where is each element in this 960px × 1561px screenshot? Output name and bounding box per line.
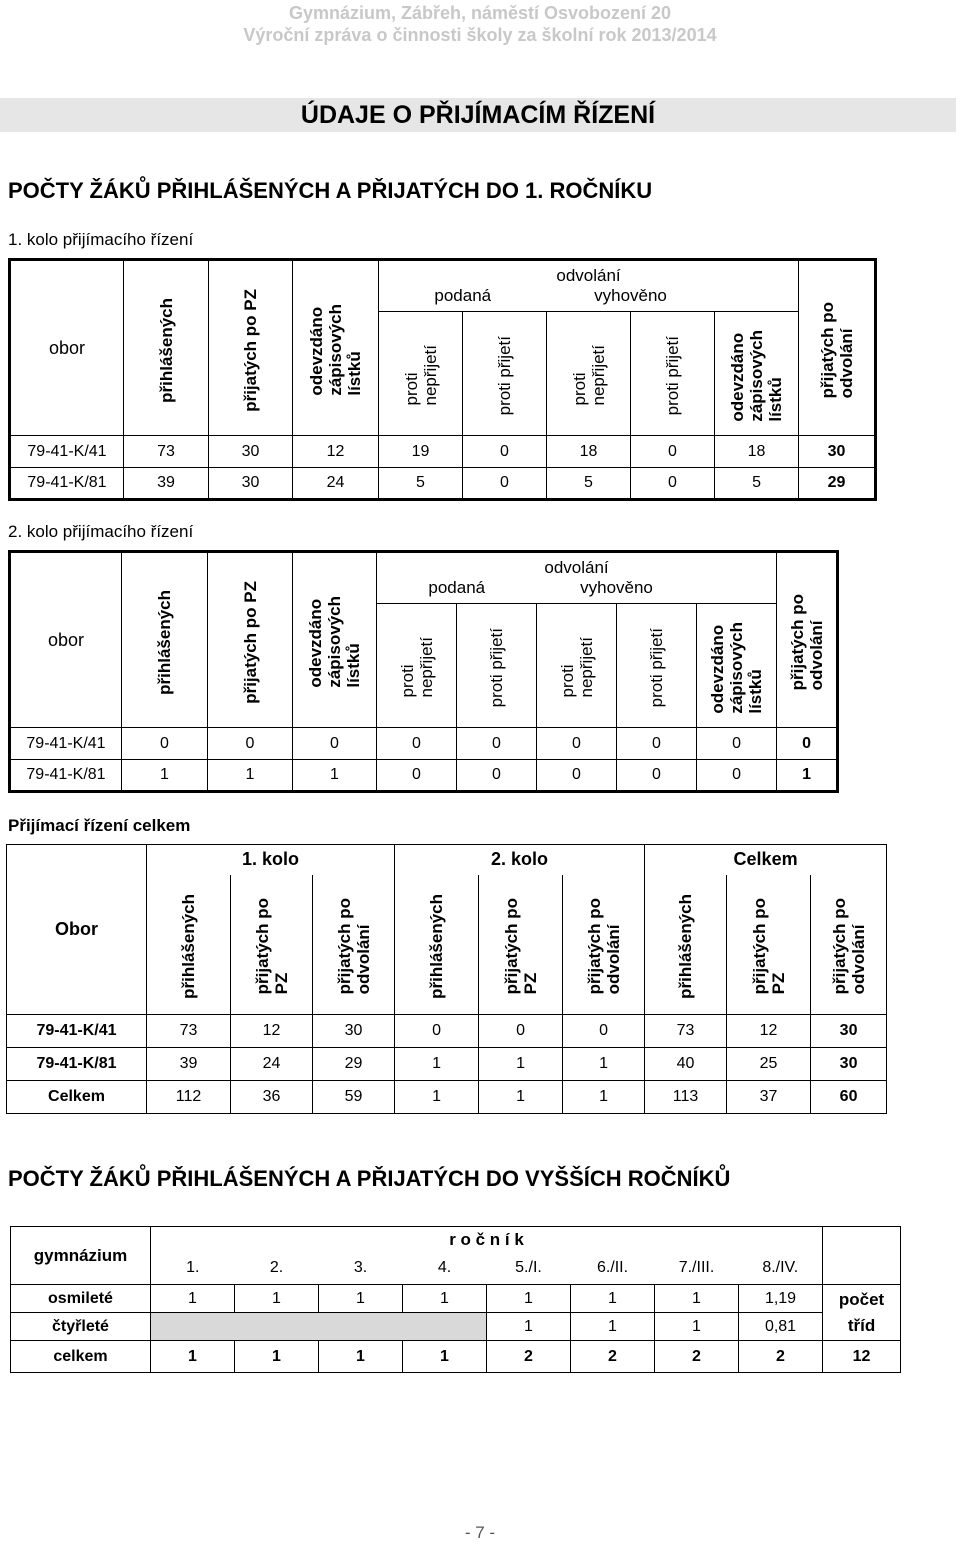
col-vyhoveno-proti-neprijeti: proti nepřijetí [537,604,617,728]
row-obor: 79-41-K/41 [10,728,122,760]
cell: 30 [209,436,293,468]
cell: 30 [811,1015,887,1048]
col-prijatych-pz: přijatých po PZ [231,875,313,1015]
cell: 1 [151,1285,235,1313]
cell: 0 [479,1015,563,1048]
table-row [11,1313,901,1341]
cell: 60 [811,1081,887,1114]
cell: 0 [463,436,547,468]
podana-header: podaná [428,577,486,597]
cell: 1,19 [739,1285,823,1313]
round2-title: 2. kolo přijímacího řízení [8,522,194,541]
row-obor: 79-41-K/81 [10,468,124,500]
cell: 1 [235,1341,319,1373]
odvolani-header: odvolání [379,260,799,286]
cell: 1 [487,1313,571,1341]
page-title: ÚDAJE O PŘIJÍMACÍM ŘÍZENÍ [0,98,956,132]
cell: 0 [208,728,293,760]
cell: 73 [124,436,209,468]
cell: 2 [655,1341,739,1373]
gymnazium-header: gymnázium [11,1227,151,1285]
year-header: 2. [235,1253,319,1285]
cell: 1 [293,760,377,792]
page-number: - 7 - [464,1523,496,1542]
col-prihlasenych: přihlášených [645,875,727,1015]
cell: 1 [571,1313,655,1341]
col-prijatych-pz: přijatých po PZ [208,552,293,728]
cell: 0,81 [739,1313,823,1341]
obor-header: Obor [7,845,147,1015]
col-prijatych-odvolani: přijatých po odvolání [799,260,876,436]
col-prijatych-pz: přijatých po PZ [479,875,563,1015]
cell: 1 [571,1285,655,1313]
obor-header: obor [10,260,124,436]
row-obor: 79-41-K/81 [7,1048,147,1081]
row-obor: 79-41-K/41 [7,1015,147,1048]
group-2kolo: 2. kolo [395,845,645,875]
cell: 1 [122,760,208,792]
col-odvolani-odevzdano: odevzdáno zápisových lístků [697,604,777,728]
rocnik-header: r o č n í k [151,1227,823,1253]
group-celkem: Celkem [645,845,887,875]
cell: 0 [377,728,457,760]
shaded-cell [151,1313,487,1341]
cell: 1 [563,1081,645,1114]
vyhoveno-header: vyhověno [580,577,653,597]
row-obor: Celkem [7,1081,147,1114]
cell: 1 [479,1048,563,1081]
cell: 24 [231,1048,313,1081]
cell: 1 [395,1048,479,1081]
trid-label: tříd [847,1315,876,1335]
round1-table [8,258,877,501]
col-prijatych-odvolani: přijatých po odvolání [777,552,838,728]
vyhoveno-header: vyhověno [594,285,667,305]
section2-title: POČTY ŽÁKŮ PŘIHLÁŠENÝCH A PŘIJATÝCH DO VYŠŠÍCH ROČNÍKŮ [8,1166,731,1191]
cell: 1 [777,760,838,792]
table-row [10,760,838,792]
cell: 1 [403,1285,487,1313]
cell: 30 [209,468,293,500]
col-vyhoveno-proti-prijeti: proti přijetí [631,312,715,436]
cell: 0 [395,1015,479,1048]
cell: 5 [715,468,799,500]
round2-table [8,550,839,793]
table-row [11,1341,901,1373]
cell: 0 [631,468,715,500]
cell: 18 [715,436,799,468]
total-title: Přijímací řízení celkem [8,816,191,835]
col-prijatych-odvolani: přijatých po odvolání [811,875,887,1015]
cell: 73 [645,1015,727,1048]
cell: 73 [147,1015,231,1048]
cell: 112 [147,1081,231,1114]
cell: 18 [547,436,631,468]
cell: 39 [124,468,209,500]
pocet-label: počet [838,1289,885,1309]
cell: 1 [479,1081,563,1114]
cell: 0 [537,728,617,760]
cell: 36 [231,1081,313,1114]
col-podana-proti-prijeti: proti přijetí [457,604,537,728]
cell: 0 [697,728,777,760]
cell: 1 [235,1285,319,1313]
cell: 59 [313,1081,395,1114]
year-header: 7./III. [655,1253,739,1285]
col-odevzdano: odevzdáno zápisových lístků [293,552,377,728]
year-header: 6./II. [571,1253,655,1285]
col-vyhoveno-proti-neprijeti: proti nepřijetí [547,312,631,436]
cell: 0 [457,760,537,792]
cell: 1 [319,1341,403,1373]
col-odevzdano: odevzdáno zápisových lístků [293,260,379,436]
year-header: 5./I. [487,1253,571,1285]
row-obor: 79-41-K/81 [10,760,122,792]
cell: 2 [487,1341,571,1373]
cell: 1 [208,760,293,792]
cell: 1 [655,1285,739,1313]
podana-header: podaná [434,285,492,305]
col-prihlasenych: přihlášených [147,875,231,1015]
cell: 29 [799,468,876,500]
cell: 1 [319,1285,403,1313]
pocet-trid-header [823,1285,901,1341]
table-row [10,436,876,468]
row-label: celkem [11,1341,151,1373]
cell: 30 [313,1015,395,1048]
cell: 0 [617,728,697,760]
cell: 0 [631,436,715,468]
group-1kolo: 1. kolo [147,845,395,875]
year-header: 3. [319,1253,403,1285]
year-header: 4. [403,1253,487,1285]
cell: 2 [571,1341,655,1373]
cell: 40 [645,1048,727,1081]
col-podana-proti-neprijeti: proti nepřijetí [379,312,463,436]
cell: 0 [537,760,617,792]
cell: 1 [151,1341,235,1373]
cell: 1 [395,1081,479,1114]
cell: 37 [727,1081,811,1114]
cell: 30 [811,1048,887,1081]
cell: 113 [645,1081,727,1114]
cell: 2 [739,1341,823,1373]
cell: 19 [379,436,463,468]
header-report: Výroční zpráva o činnosti školy za školní rok 2013/2014 [243,25,717,45]
cell: 1 [403,1341,487,1373]
obor-header: obor [10,552,122,728]
cell: 39 [147,1048,231,1081]
cell: 25 [727,1048,811,1081]
cell: 0 [463,468,547,500]
cell: 1 [563,1048,645,1081]
cell: 0 [777,728,838,760]
row-obor: 79-41-K/41 [10,436,124,468]
cell: 0 [617,760,697,792]
col-prijatych-odvolani: přijatých po odvolání [563,875,645,1015]
col-prijatych-odvolani: přijatých po odvolání [313,875,395,1015]
cell: 12 [293,436,379,468]
table-row [10,468,876,500]
col-prihlasenych: přihlášených [122,552,208,728]
row-label: čtyřleté [11,1313,151,1341]
col-odvolani-odevzdano: odevzdáno zápisových lístků [715,312,799,436]
cell: 29 [313,1048,395,1081]
row-label: osmileté [11,1285,151,1313]
cell: 1 [487,1285,571,1313]
cell: 0 [377,760,457,792]
cell: 24 [293,468,379,500]
cell: 12 [231,1015,313,1048]
col-vyhoveno-proti-prijeti: proti přijetí [617,604,697,728]
cell: 1 [655,1313,739,1341]
table-row [7,1081,887,1114]
table-row [11,1285,901,1313]
col-podana-proti-prijeti: proti přijetí [463,312,547,436]
cell: 0 [457,728,537,760]
col-prihlasenych: přihlášených [395,875,479,1015]
header-school: Gymnázium, Zábřeh, náměstí Osvobození 20 [288,3,672,23]
cell: 0 [563,1015,645,1048]
round1-title: 1. kolo přijímacího řízení [8,230,194,249]
cell: 0 [122,728,208,760]
cell: 5 [379,468,463,500]
odvolani-header: odvolání [377,552,777,578]
col-prihlasenych: přihlášených [124,260,209,436]
section1-title: POČTY ŽÁKŮ PŘIHLÁŠENÝCH A PŘIJATÝCH DO 1. ROČNÍKU [8,178,653,203]
cell: 12 [727,1015,811,1048]
cell: 0 [293,728,377,760]
col-prijatych-pz: přijatých po PZ [209,260,293,436]
table-row [10,728,838,760]
cell: 5 [547,468,631,500]
year-header: 8./IV. [739,1253,823,1285]
table-row [7,1048,887,1081]
col-prijatych-pz: přijatých po PZ [727,875,811,1015]
cell: 30 [799,436,876,468]
total-table [6,844,887,1114]
cell: 0 [697,760,777,792]
higher-grades-table [10,1226,901,1373]
total-count: 12 [823,1341,901,1373]
table-row [7,1015,887,1048]
year-header: 1. [151,1253,235,1285]
col-podana-proti-neprijeti: proti nepřijetí [377,604,457,728]
